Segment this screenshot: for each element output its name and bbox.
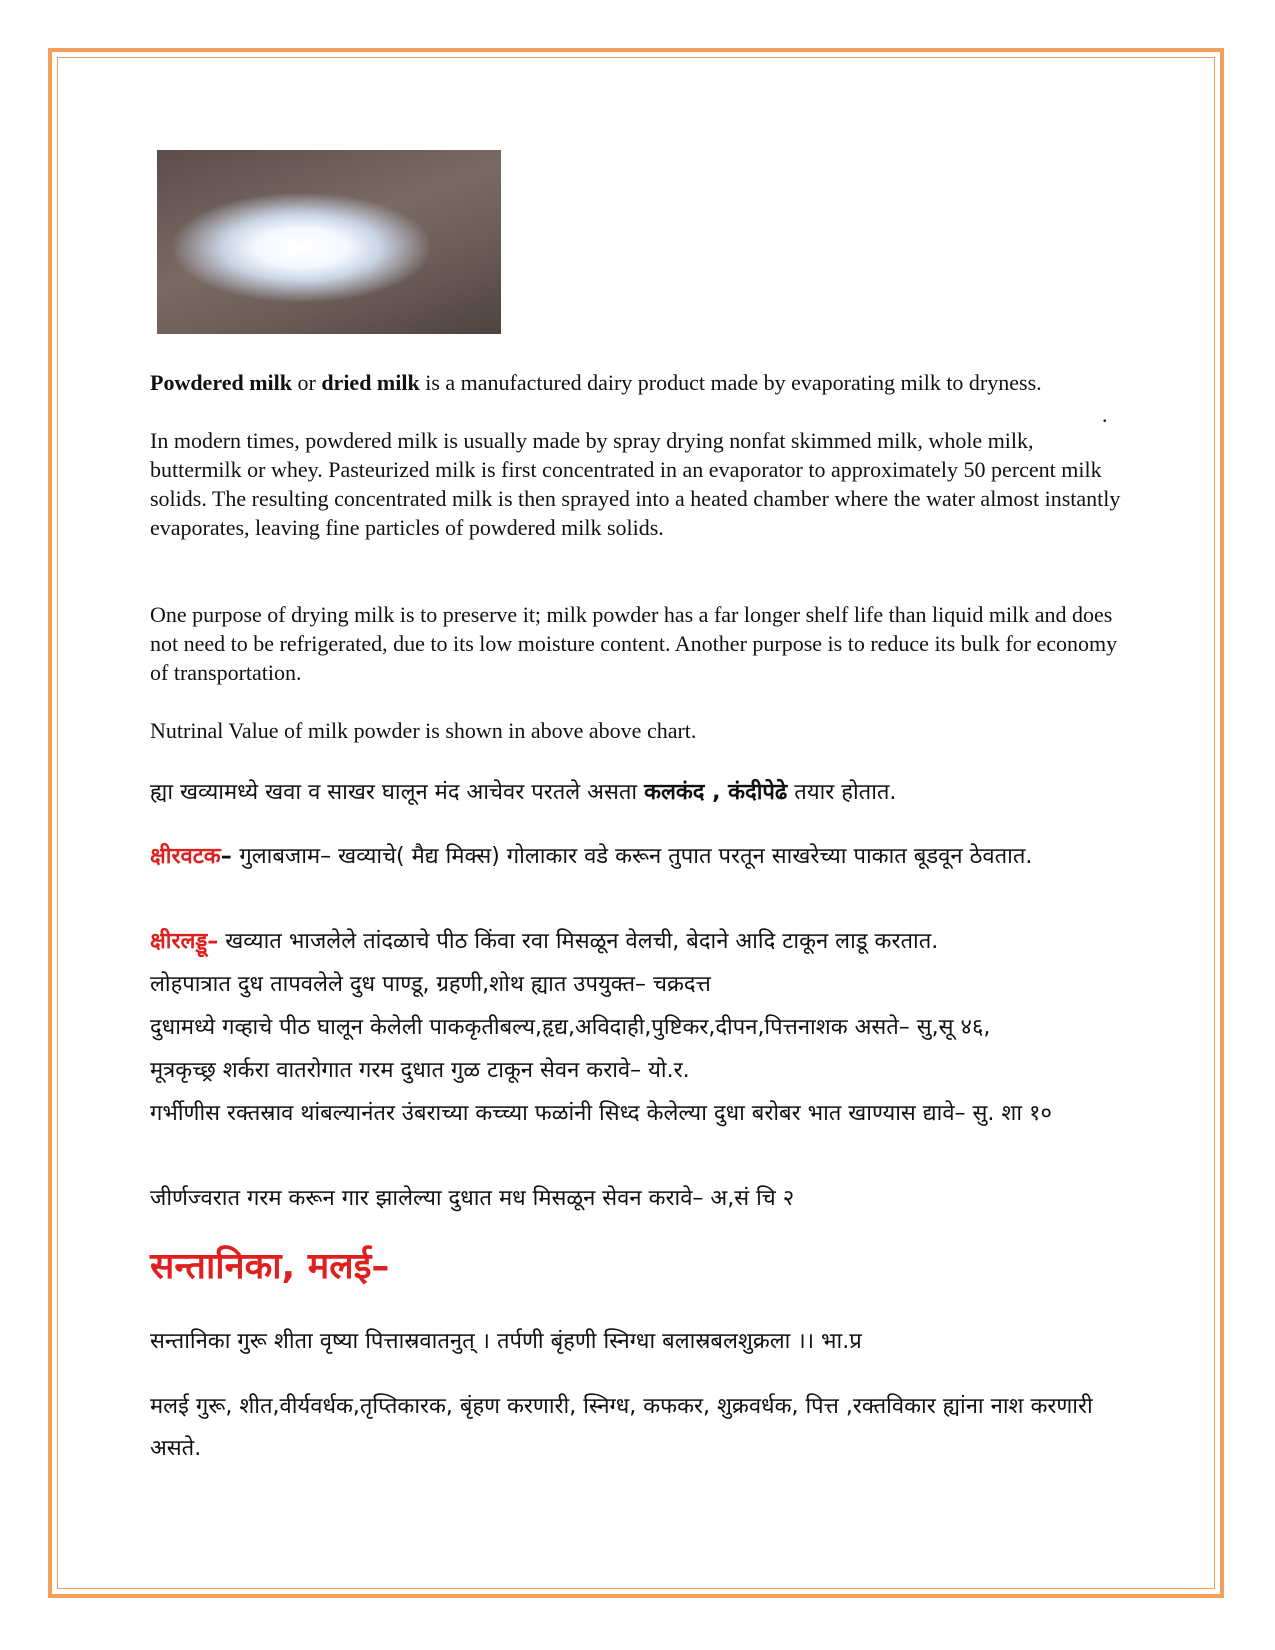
term-dried-milk: dried milk [321,370,420,395]
malai-properties-paragraph: मलई गुरू, शीत,वीर्यवर्धक,तृप्तिकारक, बृंहण करणारी, स्निग्ध, कफकर, शुक्रवर्धक, पित्त ,रक्तविकार ह्यांना नाश करणारी असते. [150,1394,1093,1461]
intro-text-1: or [291,370,322,395]
nutrition-paragraph: Nutrinal Value of milk powder is shown in above above chart. [150,718,697,743]
ksheeravataka-term: क्षीरवटक [150,844,221,869]
mutrakrichra-line: मूत्रकृच्छ्र शर्करा वातरोगात गरम दुधात गुळ टाकून सेवन करावे– यो.र. [150,1058,690,1083]
stray-dot: . [1102,402,1108,427]
powdered-milk-image [157,150,501,334]
ksheeraladdu-term: क्षीरलड्डू– [150,929,219,954]
section-heading: सन्तानिका, मलई– [150,1246,390,1287]
iron-vessel-line: लोहपात्रात दुध तापवलेले दुध पाण्डू, ग्रहणी,शोथ ह्यात उपयुक्त– चक्रदत्त [150,972,711,997]
ksheeravataka-dash: – [220,844,240,869]
ksheeraladdu-text: खव्यात भाजलेले तांदळाचे पीठ किंवा रवा मिसळून वेलची, बेदाने आदि टाकून लाडू करतात. [218,929,939,954]
spray-drying-paragraph: In modern times, powdered milk is usually made by spray drying nonfat skimmed milk, whole milk, buttermilk or whey. Pasteurized milk is first concentrated in an evaporator to approximately 50 percent milk solids. The resulting concentrated milk is then sprayed into a heated chamber where the water almost instantly evaporates, leaving fine particles of powdered milk solids. [150,428,1121,540]
ksheeravataka-paragraph [150,836,1135,878]
intro-paragraph [150,368,1130,397]
shloka-line: सन्तानिका गुरू शीता वृष्या पित्तास्रवातनुत् । तर्पणी बृंहणी स्निग्धा बलास्रबलशुक्रला ।। भा.प्र [150,1329,862,1354]
pregnancy-paragraph: गर्भीणीस रक्तस्राव थांबल्यानंतर उंबराच्या कच्च्या फळांनी सिध्द केलेल्या दुधा बरोबर भात खाण्यास द्यावे– सु. शा १० [150,1101,1052,1126]
term-powdered-milk: Powdered milk [150,370,292,395]
kalakand-line [150,772,1135,814]
ksheeraladdu-paragraph [150,921,1135,963]
jirnajwara-line: जीर्णज्वरात गरम करून गार झालेल्या दुधात मध मिसळून सेवन करावे– अ,सं चि २ [150,1186,795,1211]
intro-text-2: is a manufactured dairy product made by evaporating milk to dryness. [419,370,1042,395]
kalakand-bold: कलकंद , कंदीपेढे [644,780,788,805]
ksheeravataka-text: गुलाबजाम– खव्याचे( मैद्य मिक्स) गोलाकार वडे करून तुपात परतून साखरेच्या पाकात बूडवून ठेवतात. [239,844,1033,869]
kalakand-tail: तयार होतात. [787,780,897,805]
purpose-paragraph: One purpose of drying milk is to preserve it; milk powder has a far longer shelf life than liquid milk and does not need to be refrigerated, due to its low moisture content. Another purpose is to reduce its bulk for economy of transportation. [150,602,1118,685]
wheat-flour-line: दुधामध्ये गव्हाचे पीठ घालून केलेली पाककृतीबल्य,हृद्य,अविदाही,पुष्टिकर,दीपन,पित्तनाशक असते– सु,सू ४६, [150,1015,991,1040]
kalakand-text: ह्या खव्यामध्ये खवा व साखर घालून मंद आचेवर परतले असता [150,780,645,805]
